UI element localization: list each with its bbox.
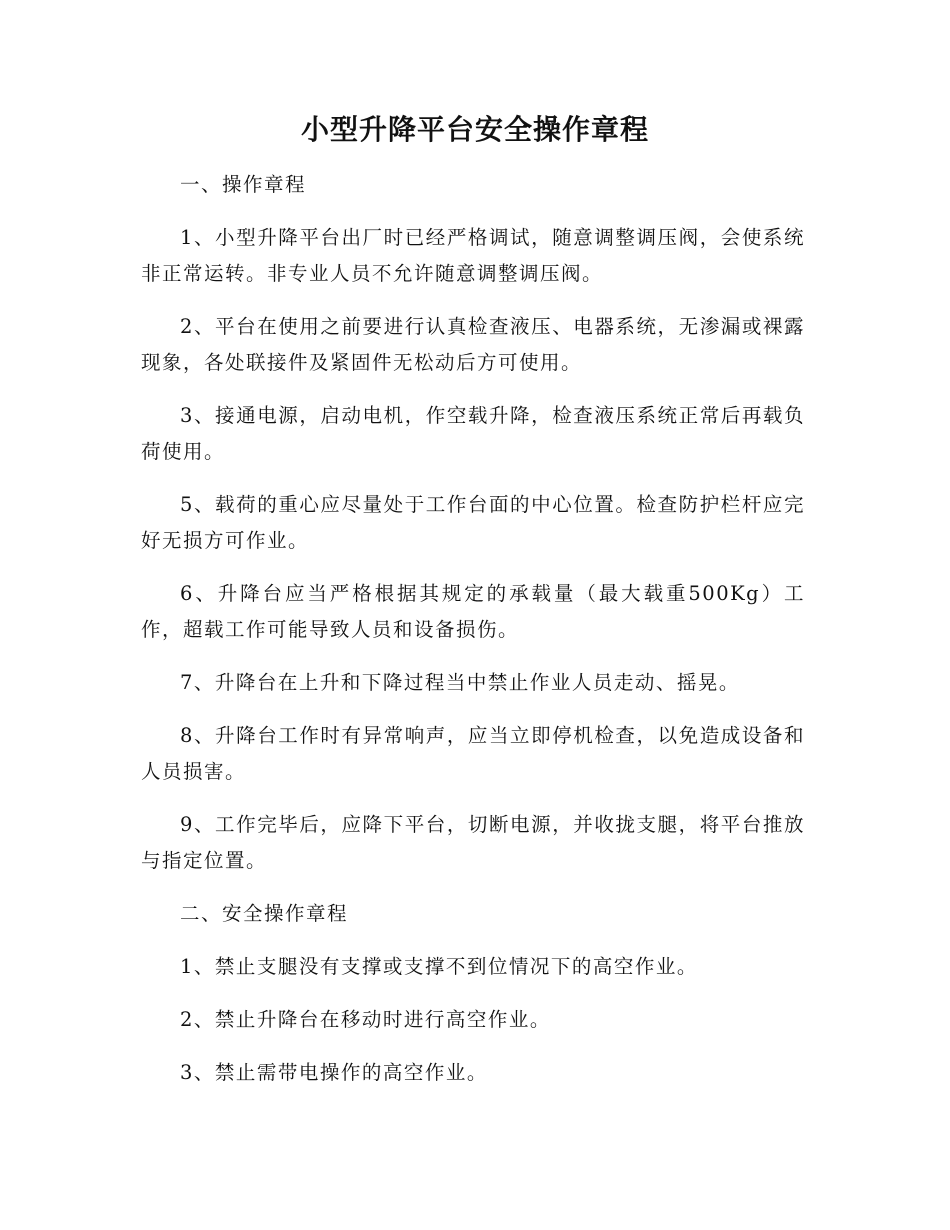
paragraph-safety-2: 2、禁止升降台在移动时进行高空作业。 bbox=[180, 1008, 551, 1031]
document-body bbox=[141, 167, 805, 1091]
paragraph-item-9: 9、工作完毕后，应降下平台，切断电源，并收拢支腿，将平台推放与指定位置。 bbox=[141, 813, 805, 872]
section-heading-operation: 一、操作章程 bbox=[180, 173, 307, 196]
paragraph-safety-1: 1、禁止支腿没有支撑或支撑不到位情况下的高空作业。 bbox=[180, 955, 698, 978]
paragraph-safety-3: 3、禁止需带电操作的高空作业。 bbox=[180, 1061, 488, 1084]
paragraph-item-2: 2、平台在使用之前要进行认真检查液压、电器系统，无渗漏或裸露现象，各处联接件及紧固件无松动后方可使用。 bbox=[141, 315, 805, 374]
section-heading-safety: 二、安全操作章程 bbox=[180, 902, 349, 925]
paragraph-item-7: 7、升降台在上升和下降过程当中禁止作业人员走动、摇晃。 bbox=[180, 671, 740, 694]
paragraph-item-6: 6、升降台应当严格根据其规定的承载量（最大载重500Kg）工作，超载工作可能导致人员和设备损伤。 bbox=[141, 582, 805, 641]
paragraph-item-8: 8、升降台工作时有异常响声，应当立即停机检查，以免造成设备和人员损害。 bbox=[141, 724, 805, 783]
paragraph-item-1: 1、小型升降平台出厂时已经严格调试，随意调整调压阀，会使系统非正常运转。非专业人员不允许随意调整调压阀。 bbox=[141, 226, 805, 285]
document-title: 小型升降平台安全操作章程 bbox=[300, 113, 649, 146]
paragraph-item-3: 3、接通电源，启动电机，作空载升降，检查液压系统正常后再载负荷使用。 bbox=[141, 404, 805, 463]
paragraph-item-5: 5、载荷的重心应尽量处于工作台面的中心位置。检查防护栏杆应完好无损方可作业。 bbox=[141, 493, 805, 552]
